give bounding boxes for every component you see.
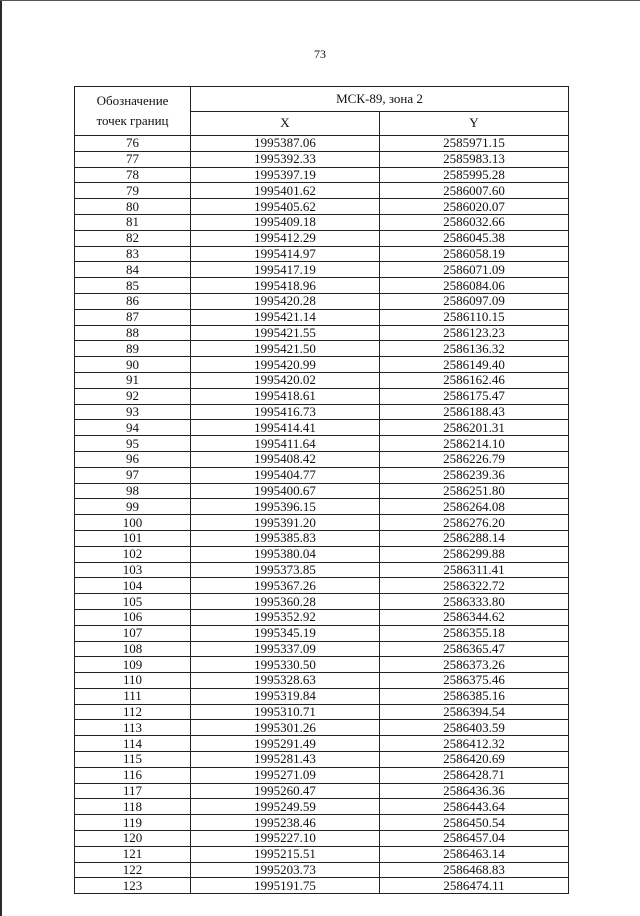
point-id-cell: 76 [75, 136, 191, 152]
table-row [75, 451, 569, 467]
y-coordinate-cell: 2586175.47 [380, 388, 569, 404]
table-row [75, 673, 569, 689]
point-id-cell: 107 [75, 625, 191, 641]
x-coordinate-cell: 1995360.28 [191, 594, 380, 610]
table-row [75, 167, 569, 183]
y-coordinate-cell: 2586385.16 [380, 688, 569, 704]
point-id-cell: 85 [75, 278, 191, 294]
table-row [75, 388, 569, 404]
table-row [75, 594, 569, 610]
x-coordinate-cell: 1995352.92 [191, 609, 380, 625]
y-coordinate-cell: 2586299.88 [380, 546, 569, 562]
y-coordinate-cell: 2586188.43 [380, 404, 569, 420]
point-id-cell: 82 [75, 230, 191, 246]
header-coordinate-system: МСК-89, зона 2 [191, 87, 569, 112]
point-id-cell: 84 [75, 262, 191, 278]
scan-edge-left [0, 0, 2, 916]
y-coordinate-cell: 2586436.36 [380, 783, 569, 799]
table-row [75, 325, 569, 341]
point-id-cell: 95 [75, 436, 191, 452]
x-coordinate-cell: 1995414.41 [191, 420, 380, 436]
table-row [75, 230, 569, 246]
coordinates-table [74, 86, 569, 894]
point-id-cell: 98 [75, 483, 191, 499]
point-id-cell: 102 [75, 546, 191, 562]
x-coordinate-cell: 1995421.55 [191, 325, 380, 341]
x-coordinate-cell: 1995385.83 [191, 530, 380, 546]
header-y: Y [380, 111, 569, 136]
x-coordinate-cell: 1995380.04 [191, 546, 380, 562]
table-row [75, 278, 569, 294]
x-coordinate-cell: 1995396.15 [191, 499, 380, 515]
table-row [75, 878, 569, 894]
y-coordinate-cell: 2586288.14 [380, 530, 569, 546]
point-id-cell: 121 [75, 846, 191, 862]
x-coordinate-cell: 1995414.97 [191, 246, 380, 262]
point-id-cell: 105 [75, 594, 191, 610]
y-coordinate-cell: 2586322.72 [380, 578, 569, 594]
point-id-cell: 104 [75, 578, 191, 594]
y-coordinate-cell: 2586403.59 [380, 720, 569, 736]
point-id-cell: 93 [75, 404, 191, 420]
table-row [75, 372, 569, 388]
x-coordinate-cell: 1995409.18 [191, 214, 380, 230]
y-coordinate-cell: 2586239.36 [380, 467, 569, 483]
y-coordinate-cell: 2586412.32 [380, 736, 569, 752]
point-id-cell: 79 [75, 183, 191, 199]
table-row [75, 404, 569, 420]
x-coordinate-cell: 1995400.67 [191, 483, 380, 499]
x-coordinate-cell: 1995417.19 [191, 262, 380, 278]
point-id-cell: 89 [75, 341, 191, 357]
x-coordinate-cell: 1995405.62 [191, 199, 380, 215]
y-coordinate-cell: 2585995.28 [380, 167, 569, 183]
y-coordinate-cell: 2586375.46 [380, 673, 569, 689]
point-id-cell: 111 [75, 688, 191, 704]
header-points [75, 87, 191, 136]
y-coordinate-cell: 2586463.14 [380, 846, 569, 862]
point-id-cell: 86 [75, 293, 191, 309]
table-row [75, 688, 569, 704]
point-id-cell: 114 [75, 736, 191, 752]
point-id-cell: 115 [75, 752, 191, 768]
y-coordinate-cell: 2586032.66 [380, 214, 569, 230]
x-coordinate-cell: 1995328.63 [191, 673, 380, 689]
table-row [75, 657, 569, 673]
table-row [75, 831, 569, 847]
y-coordinate-cell: 2586251.80 [380, 483, 569, 499]
x-coordinate-cell: 1995421.50 [191, 341, 380, 357]
table-row [75, 436, 569, 452]
x-coordinate-cell: 1995191.75 [191, 878, 380, 894]
y-coordinate-cell: 2586311.41 [380, 562, 569, 578]
y-coordinate-cell: 2586394.54 [380, 704, 569, 720]
y-coordinate-cell: 2586020.07 [380, 199, 569, 215]
x-coordinate-cell: 1995418.96 [191, 278, 380, 294]
x-coordinate-cell: 1995310.71 [191, 704, 380, 720]
y-coordinate-cell: 2586097.09 [380, 293, 569, 309]
x-coordinate-cell: 1995401.62 [191, 183, 380, 199]
y-coordinate-cell: 2586344.62 [380, 609, 569, 625]
point-id-cell: 123 [75, 878, 191, 894]
table-row [75, 341, 569, 357]
x-coordinate-cell: 1995418.61 [191, 388, 380, 404]
x-coordinate-cell: 1995330.50 [191, 657, 380, 673]
table-row [75, 515, 569, 531]
point-id-cell: 108 [75, 641, 191, 657]
point-id-cell: 77 [75, 151, 191, 167]
table-row [75, 309, 569, 325]
table-row [75, 357, 569, 373]
y-coordinate-cell: 2586420.69 [380, 752, 569, 768]
point-id-cell: 112 [75, 704, 191, 720]
table-row [75, 562, 569, 578]
point-id-cell: 90 [75, 357, 191, 373]
scan-edge-top [0, 0, 640, 1]
x-coordinate-cell: 1995238.46 [191, 815, 380, 831]
x-coordinate-cell: 1995337.09 [191, 641, 380, 657]
x-coordinate-cell: 1995319.84 [191, 688, 380, 704]
point-id-cell: 113 [75, 720, 191, 736]
point-id-cell: 81 [75, 214, 191, 230]
x-coordinate-cell: 1995391.20 [191, 515, 380, 531]
y-coordinate-cell: 2586149.40 [380, 357, 569, 373]
y-coordinate-cell: 2586365.47 [380, 641, 569, 657]
table-row [75, 736, 569, 752]
point-id-cell: 106 [75, 609, 191, 625]
table-row [75, 704, 569, 720]
y-coordinate-cell: 2586264.08 [380, 499, 569, 515]
point-id-cell: 94 [75, 420, 191, 436]
table-row [75, 783, 569, 799]
x-coordinate-cell: 1995215.51 [191, 846, 380, 862]
table-row [75, 846, 569, 862]
table-row [75, 609, 569, 625]
table-row [75, 815, 569, 831]
y-coordinate-cell: 2586450.54 [380, 815, 569, 831]
x-coordinate-cell: 1995367.26 [191, 578, 380, 594]
y-coordinate-cell: 2586136.32 [380, 341, 569, 357]
y-coordinate-cell: 2586428.71 [380, 767, 569, 783]
y-coordinate-cell: 2586468.83 [380, 862, 569, 878]
x-coordinate-cell: 1995421.14 [191, 309, 380, 325]
y-coordinate-cell: 2586071.09 [380, 262, 569, 278]
point-id-cell: 87 [75, 309, 191, 325]
y-coordinate-cell: 2586373.26 [380, 657, 569, 673]
y-coordinate-cell: 2586201.31 [380, 420, 569, 436]
table-row [75, 720, 569, 736]
table-row [75, 862, 569, 878]
x-coordinate-cell: 1995411.64 [191, 436, 380, 452]
x-coordinate-cell: 1995387.06 [191, 136, 380, 152]
point-id-cell: 116 [75, 767, 191, 783]
y-coordinate-cell: 2586007.60 [380, 183, 569, 199]
table-row [75, 262, 569, 278]
y-coordinate-cell: 2586110.15 [380, 309, 569, 325]
x-coordinate-cell: 1995404.77 [191, 467, 380, 483]
table-row [75, 151, 569, 167]
x-coordinate-cell: 1995420.99 [191, 357, 380, 373]
table-row [75, 467, 569, 483]
table-row [75, 246, 569, 262]
x-coordinate-cell: 1995301.26 [191, 720, 380, 736]
y-coordinate-cell: 2586058.19 [380, 246, 569, 262]
point-id-cell: 99 [75, 499, 191, 515]
table-body [75, 136, 569, 894]
page-number: 73 [314, 47, 326, 61]
point-id-cell: 96 [75, 451, 191, 467]
y-coordinate-cell: 2586226.79 [380, 451, 569, 467]
point-id-cell: 120 [75, 831, 191, 847]
x-coordinate-cell: 1995227.10 [191, 831, 380, 847]
y-coordinate-cell: 2586474.11 [380, 878, 569, 894]
x-coordinate-cell: 1995408.42 [191, 451, 380, 467]
x-coordinate-cell: 1995416.73 [191, 404, 380, 420]
table-header [75, 87, 569, 136]
table-row [75, 799, 569, 815]
point-id-cell: 83 [75, 246, 191, 262]
y-coordinate-cell: 2586045.38 [380, 230, 569, 246]
table-row [75, 183, 569, 199]
y-coordinate-cell: 2586123.23 [380, 325, 569, 341]
point-id-cell: 103 [75, 562, 191, 578]
table-row [75, 625, 569, 641]
y-coordinate-cell: 2586355.18 [380, 625, 569, 641]
point-id-cell: 117 [75, 783, 191, 799]
y-coordinate-cell: 2586457.04 [380, 831, 569, 847]
table-row [75, 293, 569, 309]
table-row [75, 499, 569, 515]
point-id-cell: 80 [75, 199, 191, 215]
point-id-cell: 110 [75, 673, 191, 689]
y-coordinate-cell: 2585983.13 [380, 151, 569, 167]
x-coordinate-cell: 1995397.19 [191, 167, 380, 183]
point-id-cell: 119 [75, 815, 191, 831]
table-row [75, 136, 569, 152]
y-coordinate-cell: 2586276.20 [380, 515, 569, 531]
x-coordinate-cell: 1995420.28 [191, 293, 380, 309]
x-coordinate-cell: 1995260.47 [191, 783, 380, 799]
point-id-cell: 100 [75, 515, 191, 531]
table-row [75, 530, 569, 546]
point-id-cell: 88 [75, 325, 191, 341]
point-id-cell: 109 [75, 657, 191, 673]
point-id-cell: 122 [75, 862, 191, 878]
x-coordinate-cell: 1995373.85 [191, 562, 380, 578]
table-row [75, 752, 569, 768]
y-coordinate-cell: 2586214.10 [380, 436, 569, 452]
point-id-cell: 118 [75, 799, 191, 815]
x-coordinate-cell: 1995249.59 [191, 799, 380, 815]
table-row [75, 578, 569, 594]
y-coordinate-cell: 2585971.15 [380, 136, 569, 152]
header-x: X [191, 111, 380, 136]
table-row [75, 767, 569, 783]
table-row [75, 199, 569, 215]
x-coordinate-cell: 1995412.29 [191, 230, 380, 246]
table-row [75, 483, 569, 499]
x-coordinate-cell: 1995392.33 [191, 151, 380, 167]
point-id-cell: 78 [75, 167, 191, 183]
y-coordinate-cell: 2586443.64 [380, 799, 569, 815]
header-points-line1: Обозначение [96, 93, 169, 108]
point-id-cell: 101 [75, 530, 191, 546]
y-coordinate-cell: 2586084.06 [380, 278, 569, 294]
point-id-cell: 91 [75, 372, 191, 388]
table-row [75, 641, 569, 657]
x-coordinate-cell: 1995345.19 [191, 625, 380, 641]
y-coordinate-cell: 2586162.46 [380, 372, 569, 388]
table-row [75, 420, 569, 436]
x-coordinate-cell: 1995420.02 [191, 372, 380, 388]
x-coordinate-cell: 1995281.43 [191, 752, 380, 768]
header-points-line2: точек границ [96, 113, 169, 128]
point-id-cell: 97 [75, 467, 191, 483]
point-id-cell: 92 [75, 388, 191, 404]
table-row [75, 214, 569, 230]
x-coordinate-cell: 1995271.09 [191, 767, 380, 783]
y-coordinate-cell: 2586333.80 [380, 594, 569, 610]
x-coordinate-cell: 1995203.73 [191, 862, 380, 878]
x-coordinate-cell: 1995291.49 [191, 736, 380, 752]
table-row [75, 546, 569, 562]
